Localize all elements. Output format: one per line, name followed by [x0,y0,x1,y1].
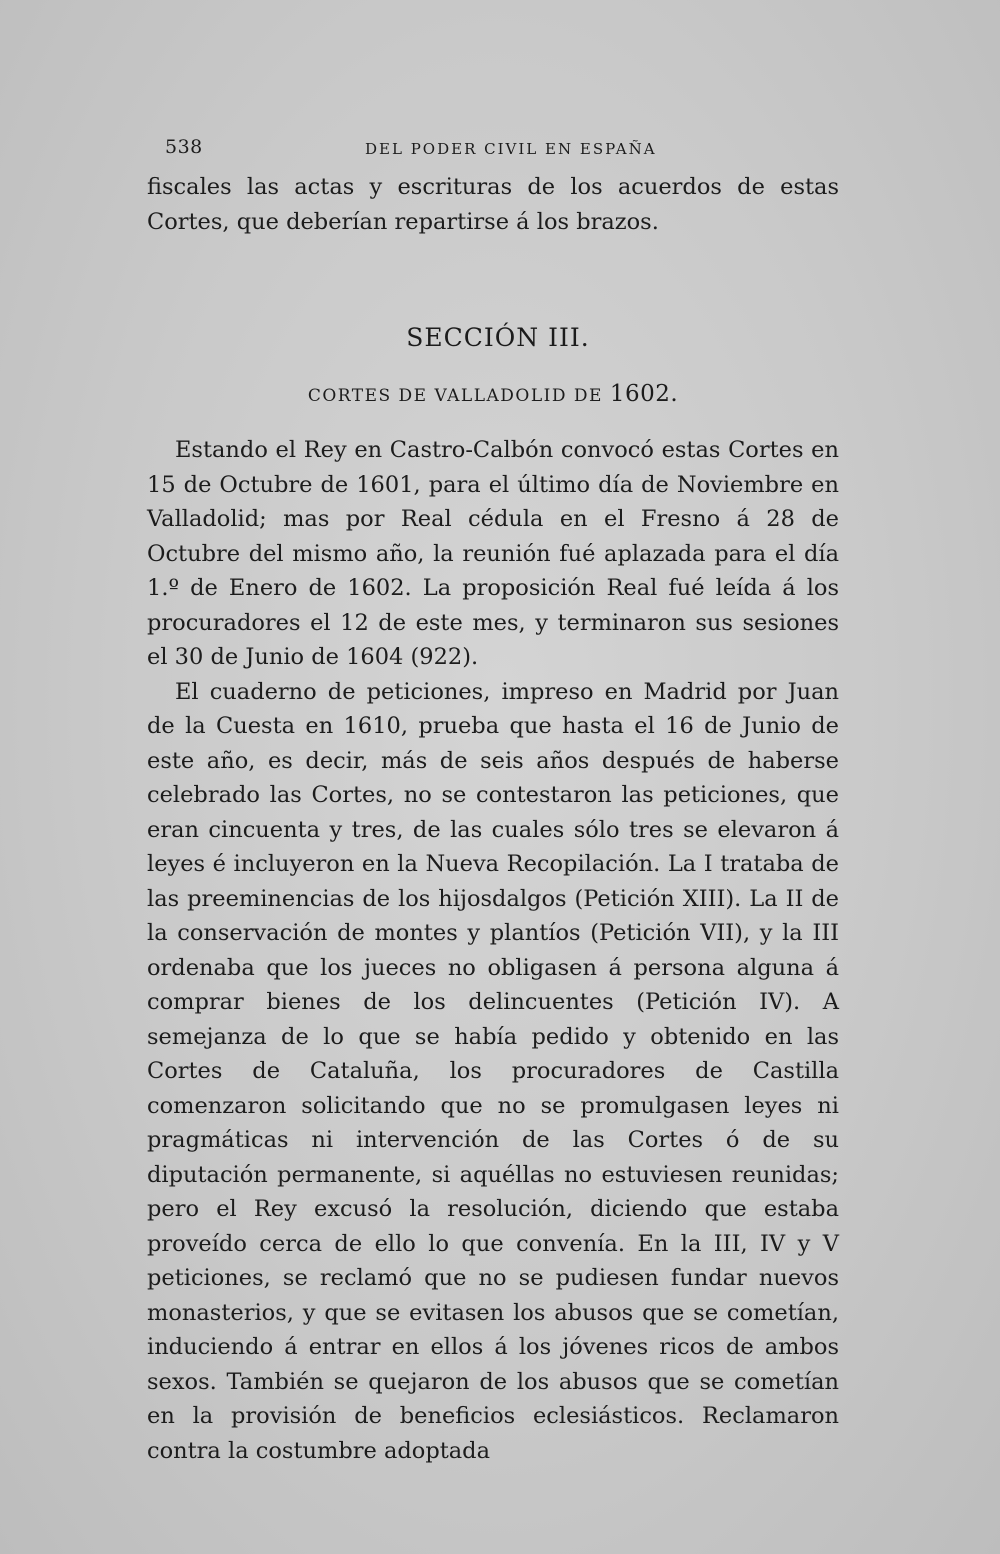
text-block [147,170,839,1468]
running-title: DEL PODER CIVIL EN ESPAÑA [365,140,657,158]
carryover-paragraph: fiscales las actas y escrituras de los acuerdos de estas Cortes, que deberían repartirse á los brazos. [147,174,839,235]
section-subheading [147,377,839,413]
running-head [165,136,845,166]
body-paragraph: El cuaderno de peticiones, impreso en Madrid por Juan de la Cuesta en 1610, prueba que hasta el 16 de Junio de este año, es decir, más de seis años después de haberse celebrado las Cortes, no se contestaron las peticiones, que eran cincuenta y tres, de las cuales sólo tres se elevaron á leyes é incluyeron en la Nueva Recopilación. La I trataba de las preeminencias de los hijosdalgos (Petición XIII). La II de la conservación de montes y plantíos (Petición VII), y la III ordenaba que los jueces no obligasen á persona alguna á comprar bienes de los delincuentes (Petición IV). A semejanza de lo que se había pedido y obtenido en las Cortes de Cataluña, los procuradores de Castilla comenzaron solicitando que no se promulgasen leyes ni pragmáticas ni intervención de las Cortes ó de su diputación permanente, si aquéllas no estuviesen reunidas; pero el Rey excusó la resolución, diciendo que estaba proveído cerca de ello lo que convenía. En la III, IV y V peticiones, se reclamó que no se pudiesen fundar nuevos monasterios, y que se evitasen los abusos que se cometían, induciendo á entrar en ellos á los jóvenes ricos de ambos sexos. También se quejaron de los abusos que se cometían en la provisión de beneficios eclesiásticos. Reclamaron contra la costumbre adoptada [147,678,839,1464]
page-number: 538 [165,136,203,158]
section-subheading-text: CORTES DE VALLADOLID DE [307,386,603,406]
body-paragraph: Estando el Rey en Castro-Calbón convocó estas Cortes en 15 de Octubre de 1601, para el último día de Noviembre en Valladolid; mas por Real cédula en el Fresno á 28 de Octubre del mismo año, la reunión fué aplazada para el día 1.º de Enero de 1602. La proposición Real fué leída á los procuradores el 12 de este mes, y terminaron sus sesiones el 30 de Junio de 1604 (922). [147,437,839,670]
section-subheading-year: 1602. [609,381,679,407]
section-heading: SECCIÓN III. [406,323,590,352]
